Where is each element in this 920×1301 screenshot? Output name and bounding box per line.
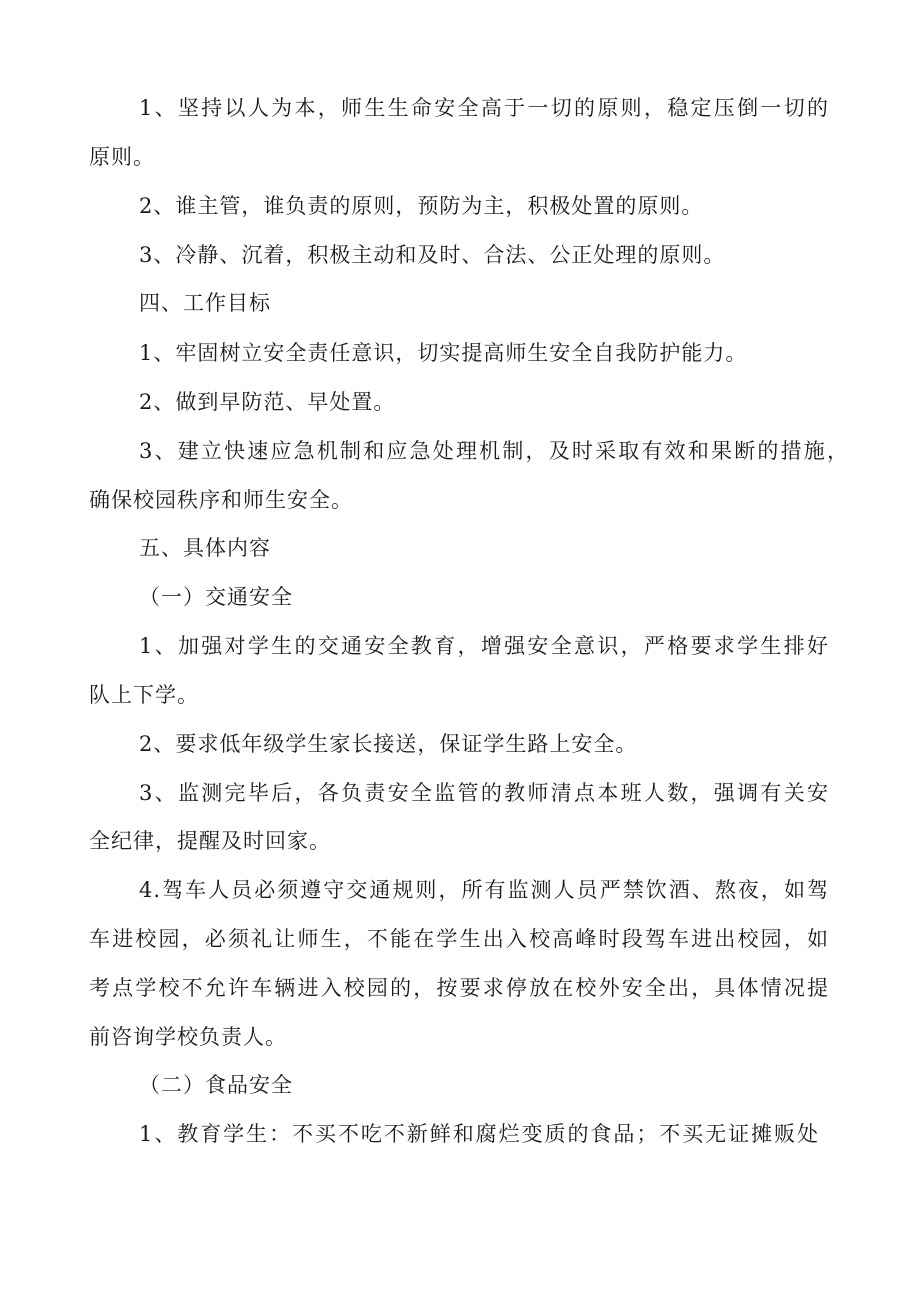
paragraph-line: 1、教育学生：不买不吃不新鲜和腐烂变质的食品；不买无证摊贩处	[139, 1122, 819, 1146]
paragraph-line: 4.驾车人员必须遵守交通规则，所有监测人员严禁饮酒、熬夜，如驾	[139, 878, 829, 902]
section-heading: 四、工作目标	[139, 291, 271, 315]
paragraph-line: 考点学校不允许车辆进入校园的，按要求停放在校外安全出，具体情况提	[89, 976, 829, 1000]
paragraph-line: 队上下学。	[89, 683, 199, 707]
subsection-heading: （一）交通安全	[139, 585, 293, 609]
paragraph-line: 2、要求低年级学生家长接送，保证学生路上安全。	[139, 732, 638, 756]
paragraph-line: 前咨询学校负责人。	[89, 1025, 287, 1049]
paragraph-line: 1、加强对学生的交通安全教育，增强安全意识，严格要求学生排好	[139, 634, 829, 658]
paragraph-line: 确保校园秩序和师生安全。	[89, 488, 353, 512]
paragraph-line: 1、牢固树立安全责任意识，切实提高师生安全自我防护能力。	[139, 341, 748, 365]
paragraph-line: 3、监测完毕后，各负责安全监管的教师清点本班人数，强调有关安	[139, 781, 829, 805]
paragraph-line: 2、做到早防范、早处置。	[139, 390, 396, 414]
paragraph-line: 3、建立快速应急机制和应急处理机制，及时采取有效和果断的措施，	[139, 439, 849, 463]
paragraph-line: 原则。	[89, 145, 155, 169]
section-heading: 五、具体内容	[139, 536, 271, 560]
paragraph-line: 车进校园，必须礼让师生，不能在学生出入校高峰时段驾车进出校园，如	[89, 927, 829, 951]
paragraph-line: 1、坚持以人为本，师生生命安全高于一切的原则，稳定压倒一切的	[139, 96, 829, 120]
paragraph-line: 全纪律，提醒及时回家。	[89, 829, 331, 853]
subsection-heading: （二）食品安全	[139, 1073, 293, 1097]
paragraph-line: 3、冷静、沉着，积极主动和及时、合法、公正处理的原则。	[139, 243, 726, 267]
paragraph-line: 2、谁主管，谁负责的原则，预防为主，积极处置的原则。	[139, 194, 704, 218]
